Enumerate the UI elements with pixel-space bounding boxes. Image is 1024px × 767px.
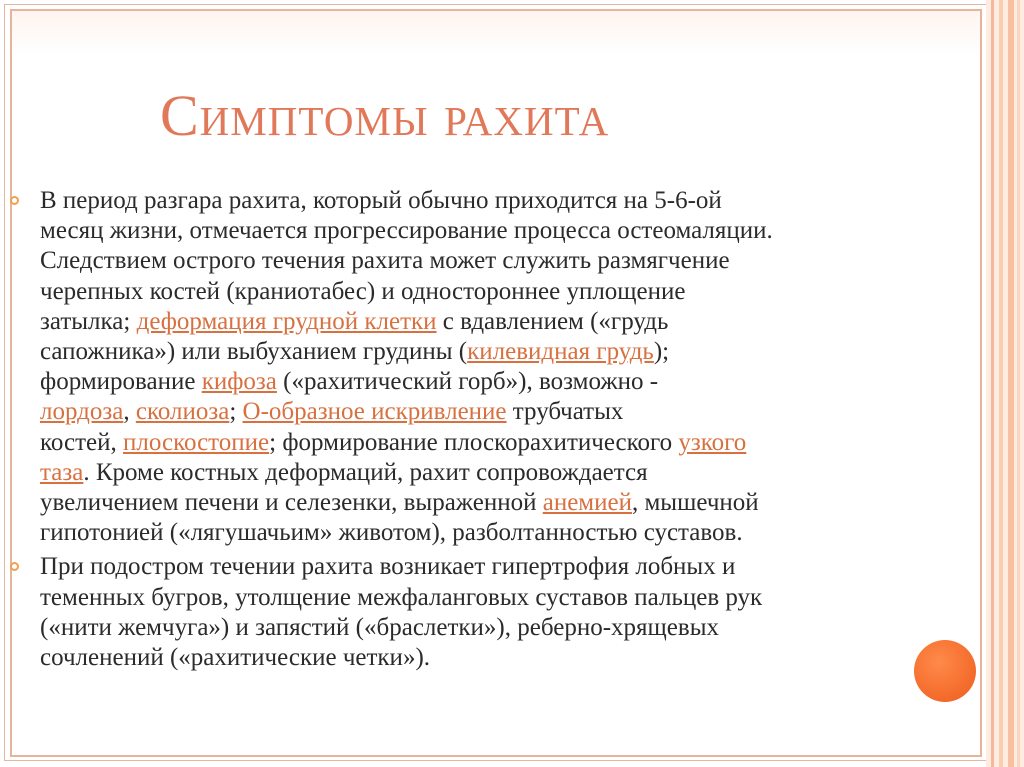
text-line: черепных костей (краниотабес) и одностороннее уплощение — [40, 277, 686, 305]
text-segment: затылка; — [40, 307, 137, 335]
link-narrow-pelvis[interactable]: узкого — [678, 428, 747, 456]
stripe — [991, 0, 994, 767]
link-flatfoot[interactable]: плоскостопие — [123, 428, 270, 456]
text-segment: , — [123, 398, 136, 426]
text-line: гипотонией («лягушачьим» животом), разболтанностью суставов. — [40, 519, 743, 547]
text-line — [40, 337, 985, 367]
text-line — [40, 488, 985, 518]
text-line: месяц жизни, отмечается прогрессирование процесса остеомаляции. — [40, 217, 773, 245]
text-segment: , мышечной — [631, 489, 759, 517]
text-line — [40, 367, 985, 397]
link-keeled-chest[interactable]: килевидная грудь — [467, 338, 654, 366]
text-line: В период разгара рахита, который обычно приходится на 5-6-ой — [40, 187, 722, 214]
slide-title: Симптомы рахита — [160, 83, 610, 148]
text-segment: трубчатых — [506, 398, 624, 426]
slide-content — [40, 186, 985, 673]
link-lordosis[interactable]: лордоза — [40, 398, 124, 426]
text-segment: . Кроме костных деформаций, рахит сопровождается — [83, 458, 648, 486]
text-line — [40, 307, 985, 337]
text-segment: ; формирование плоскорахитического — [269, 428, 679, 456]
text-line — [40, 428, 985, 458]
text-segment: формирование — [40, 368, 202, 396]
text-line — [40, 397, 985, 427]
text-segment: сапожника») или выбуханием грудины ( — [40, 338, 468, 366]
stripe — [1017, 0, 1020, 767]
stripe — [999, 0, 1003, 767]
link-chest-deformity[interactable]: деформация грудной клетки — [136, 307, 437, 335]
text-line: При подостром течении рахита возникает гипертрофия лобных и — [40, 553, 736, 581]
text-segment: с вдавлением («грудь — [436, 307, 669, 335]
text-segment: костей, — [40, 428, 123, 456]
link-pelvis[interactable]: таза — [40, 458, 84, 486]
link-scoliosis[interactable]: сколиоза — [135, 398, 230, 426]
text-line — [40, 458, 985, 488]
text-line: сочленений («рахитические четки»). — [40, 644, 431, 672]
bullet-paragraph-2 — [40, 552, 985, 673]
stripe — [1008, 0, 1014, 767]
decorative-stripes — [986, 0, 1024, 767]
text-line: («нити жемчуга») и запястий («браслетки»), реберно-хрящевых — [40, 613, 719, 641]
decorative-circle — [914, 640, 976, 702]
bullet-icon — [10, 196, 19, 205]
text-segment: («рахитический горб»), возможно - — [276, 368, 659, 396]
link-kyphosis[interactable]: кифоза — [201, 368, 277, 396]
text-line: теменных бугров, утолщение межфаланговых суставов пальцев рук — [40, 583, 763, 611]
link-o-shaped-curvature[interactable]: О-образное искривление — [242, 398, 507, 426]
bullet-paragraph-1 — [40, 186, 985, 548]
text-segment: ); — [653, 338, 670, 366]
text-line: Следствием острого течения рахита может служить размягчение — [40, 247, 730, 275]
link-anemia[interactable]: анемией — [542, 489, 632, 517]
text-segment: увеличением печени и селезенки, выраженной — [40, 489, 543, 517]
text-segment: ; — [229, 398, 243, 426]
